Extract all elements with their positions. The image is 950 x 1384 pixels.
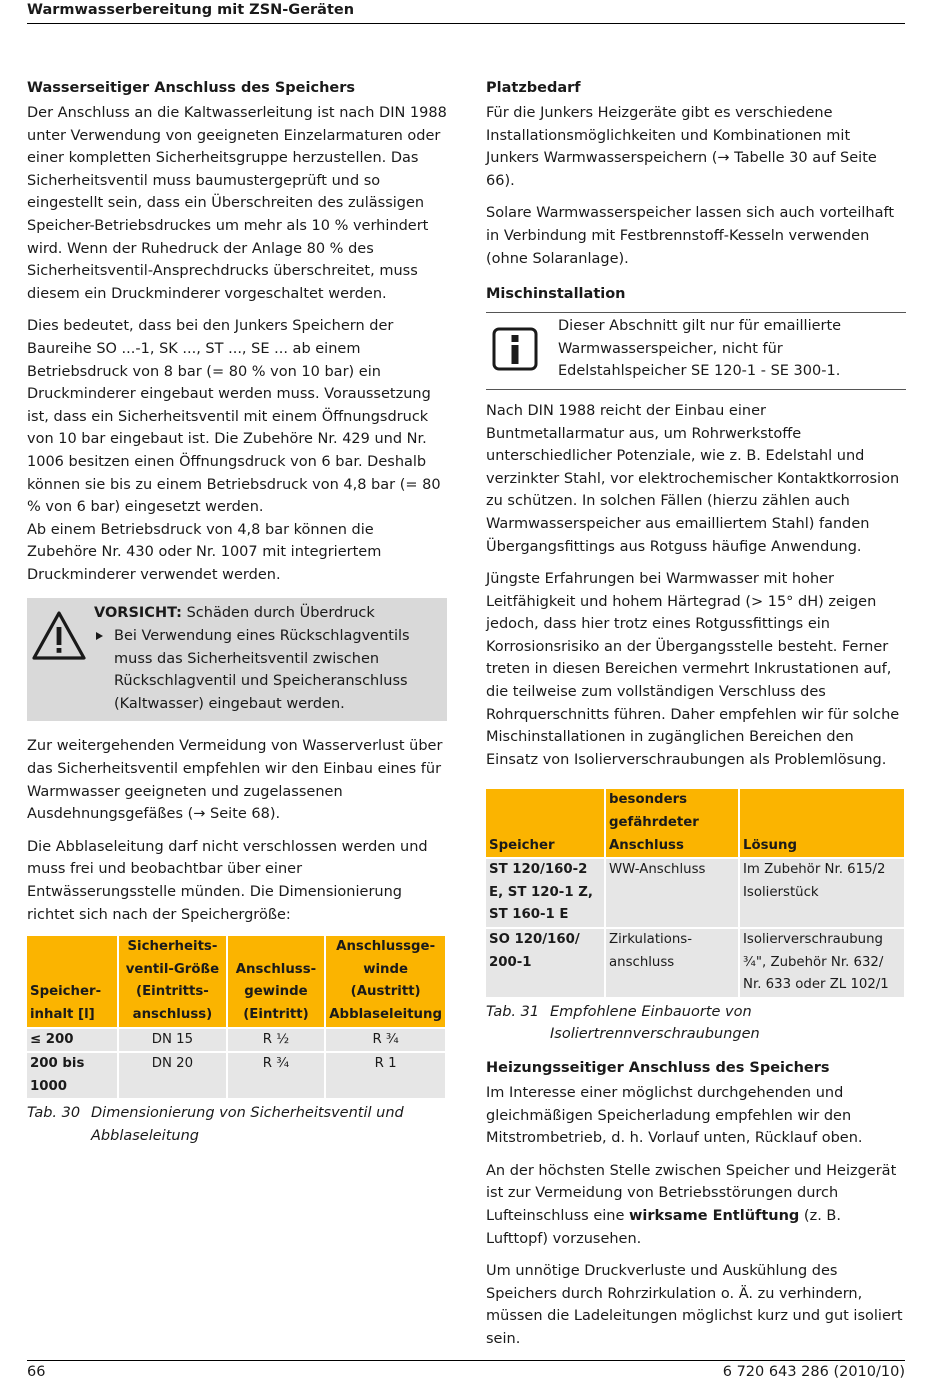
table-header-row: [27, 936, 446, 1027]
table-row: [27, 1028, 446, 1053]
table-30: [27, 936, 447, 1100]
paragraph-text: An der höchsten Stelle zwischen Speicher und Heizgerät ist zur Vermeidung von Betriebsstörungen durch Lufteinschluss eine: [486, 1162, 897, 1224]
table-header-row: [486, 789, 905, 858]
paragraph: Zur weitergehenden Vermeidung von Wasserverlust über das Sicherheitsventil empfehlen wir den Einbau eines für Warmwasser geeigneten und zugelassenen Ausdehnungsgefäßes (→ Seite 68).: [27, 738, 443, 823]
caution-title-line: [94, 602, 439, 625]
table-header-cell: Sicherheits-ventil-Größe (Eintritts-anschluss): [118, 936, 227, 1027]
table-cell: Zirkulations-anschluss: [605, 928, 739, 998]
paragraph: Jüngste Erfahrungen bei Warmwasser mit hoher Leitfähigkeit und hohem Härtegrad (> 15° dH) zeigen jedoch, dass hier trotz eines Rotgussfittings ein Korrosionsrisiko an der Übergangsstelle besteht. Ferner treten in diesen Bereichen vermehrt Inkrustationen auf, die teilweise zum vollständigen Verschluss des Rohrquerschnitts führen. Daher empfehlen wir für solche Mischinstallationen in zugänglichen Bereichen den Einsatz von Isolierverschraubungen als Problemlösung.: [486, 571, 900, 768]
paragraph: Solare Warmwasserspeicher lassen sich auch vorteilhaft in Verbindung mit Festbrennstoff-Kesseln verwenden (ohne Solaranlage).: [486, 205, 895, 267]
table-header-cell: Anschlussge-winde (Austritt) Abblaseleitung: [325, 936, 446, 1027]
caution-title: Schäden durch Überdruck: [181, 605, 375, 622]
page-number: 66: [27, 1364, 46, 1380]
table-header-cell: Lösung: [739, 789, 905, 858]
table-cell: R ¾: [325, 1028, 446, 1053]
table-header-cell: Anschluss-gewinde (Eintritt): [227, 936, 326, 1027]
table-cell: Isolierverschraubung ¾", Zubehör Nr. 632/ Nr. 633 oder ZL 102/1: [739, 928, 905, 998]
right-column: [486, 78, 906, 1361]
paragraph: Die Abblaseleitung darf nicht verschlossen werden und muss frei und beobachtbar über einer Entwässerungsstelle münden. Die Dimensionierung richtet sich nach der Speichergröße:: [27, 838, 428, 923]
caution-bullet-text: Bei Verwendung eines Rückschlagventils muss das Sicherheitsventil zwischen Rückschlagventil und Speicheranschluss (Kaltwasser) eingebaut werden.: [114, 628, 410, 712]
paragraph: Um unnötige Druckverluste und Auskühlung des Speichers durch Rohrzirkulation o. Ä. zu verhindern, müssen die Ladeleitungen möglichst kurz und gut isoliert sein.: [486, 1263, 903, 1347]
paragraph: Der Anschluss an die Kaltwasserleitung ist nach DIN 1988 unter Verwendung von geeigneten Einzelarmaturen oder einer kompletten Sicherheitsgruppe herzustellen. Das Sicherheitsventil muss baumustergeprüft und so eingestellt sein, dass ein Überschreiten des zulässigen Speicher-Betriebsdruckes um mehr als 10 % verhindert wird. Wenn der Ruhedruck der Anlage 80 % des Sicherheitsventil-Ansprechdrucks überschreitet, muss diesem ein Druckminderer vorgeschaltet werden.: [27, 105, 447, 302]
table-cell: ≤ 200: [27, 1028, 118, 1053]
caution-label: VORSICHT:: [94, 605, 182, 622]
section-heading-water-connection: Wasserseitiger Anschluss des Speichers: [27, 80, 356, 96]
paragraph: Nach DIN 1988 reicht der Einbau einer Buntmetallarmatur aus, um Rohrwerkstoffe unterschiedlicher Potenziale, wie z. B. Edelstahl und verzinkter Stahl, vor elektrochemischer Kontaktkorrosion zu schützen. In solchen Fällen (hierzu zählen auch Warmwasserspeicher aus emailliertem Stahl) fanden Übergangsfittings aus Rotguss häufige Anwendung.: [486, 402, 900, 555]
info-icon: [492, 327, 538, 371]
info-text: Dieser Abschnitt gilt nur für emaillierte Warmwasserspeicher, nicht für Edelstahlspeicher SE 120-1 - SE 300-1.: [558, 318, 842, 380]
table-31: [486, 789, 906, 998]
emphasis-text: wirksame Entlüftung: [629, 1207, 800, 1224]
header-rule: [27, 23, 905, 24]
caption-text: Empfohlene Einbauorte von Isoliertrennverschraubungen: [550, 1003, 760, 1043]
document-number: 6 720 643 286 (2010/10): [722, 1364, 905, 1380]
table-cell: DN 20: [118, 1052, 227, 1099]
table-cell: SO 120/160/ 200-1: [486, 928, 605, 998]
caption-number: Tab. 31: [486, 1003, 540, 1020]
paragraph: Ab einem Betriebsdruck von 4,8 bar können die Zubehöre Nr. 430 oder Nr. 1007 mit integriertem Druckminderer verwendet werden.: [27, 521, 382, 583]
section-heading-space: Platzbedarf: [486, 80, 581, 96]
table-cell: R ¾: [227, 1052, 326, 1099]
section-heading-mixed-installation: Mischinstallation: [486, 286, 626, 303]
caution-bullet: [94, 625, 439, 715]
caution-box: [27, 598, 447, 721]
paragraph: [486, 1160, 906, 1250]
info-box: [486, 312, 906, 390]
paragraph: Für die Junkers Heizgeräte gibt es verschiedene Installationsmöglichkeiten und Kombinationen mit Junkers Warmwasserspeichern (→ Tabelle 30 auf Seite 66).: [486, 105, 877, 189]
caption-text: Dimensionierung von Sicherheitsventil und Abblaseleitung: [91, 1105, 404, 1144]
caption-number: Tab. 30: [27, 1105, 81, 1122]
paragraph: Dies bedeutet, dass bei den Junkers Speichern der Baureihe SO ...-1, SK ..., ST ..., SE ... ab einem Betriebsdruck von 8 bar (= 80 % von 10 bar) ein Druckminderer eingebaut werden muss. Voraussetzung ist, dass ein Sicherheitsventil mit einem Öffnungsdruck von 10 bar eingebaut ist. Die Zubehöre Nr. 429 und Nr. 1006 besitzen einen Öffnungsdruck von 6 bar. Deshalb können sie bis zu einem Betriebsdruck von 4,8 bar (= 80 % von 6 bar) eingesetzt werden.: [27, 318, 441, 516]
page-header-title: Warmwasserbereitung mit ZSN-Geräten: [27, 2, 355, 18]
section-heading-heating-connection: Heizungsseitiger Anschluss des Speichers: [486, 1059, 830, 1076]
footer-rule: [27, 1360, 905, 1361]
paragraph: Im Interesse einer möglichst durchgehenden und gleichmäßigen Speicherladung empfehlen wir den Mitstrombetrieb, d. h. Vorlauf unten, Rücklauf oben.: [486, 1084, 863, 1147]
left-column: [27, 78, 447, 1158]
paragraph-text: (z. B. Lufttopf) vorzusehen.: [486, 1207, 841, 1247]
table-cell: WW-Anschluss: [605, 858, 739, 928]
table-header-cell: besonders gefährdeter Anschluss: [605, 789, 739, 858]
table-row: [486, 858, 905, 928]
table-cell: 200 bis 1000: [27, 1052, 118, 1099]
bullet-arrow-icon: [96, 632, 103, 640]
table-row: [27, 1052, 446, 1099]
warning-triangle-icon: [31, 610, 87, 662]
table-row: [486, 928, 905, 998]
table-cell: ST 120/160-2 E, ST 120-1 Z, ST 160-1 E: [486, 858, 605, 928]
table-cell: R 1: [325, 1052, 446, 1099]
table-caption: [486, 1001, 906, 1046]
table-header-cell: Speicher: [486, 789, 605, 858]
table-header-cell: Speicher-inhalt [l]: [27, 936, 118, 1027]
table-cell: Im Zubehör Nr. 615/2 Isolierstück: [739, 858, 905, 928]
table-cell: R ½: [227, 1028, 326, 1053]
table-caption: [27, 1102, 447, 1147]
table-cell: DN 15: [118, 1028, 227, 1053]
